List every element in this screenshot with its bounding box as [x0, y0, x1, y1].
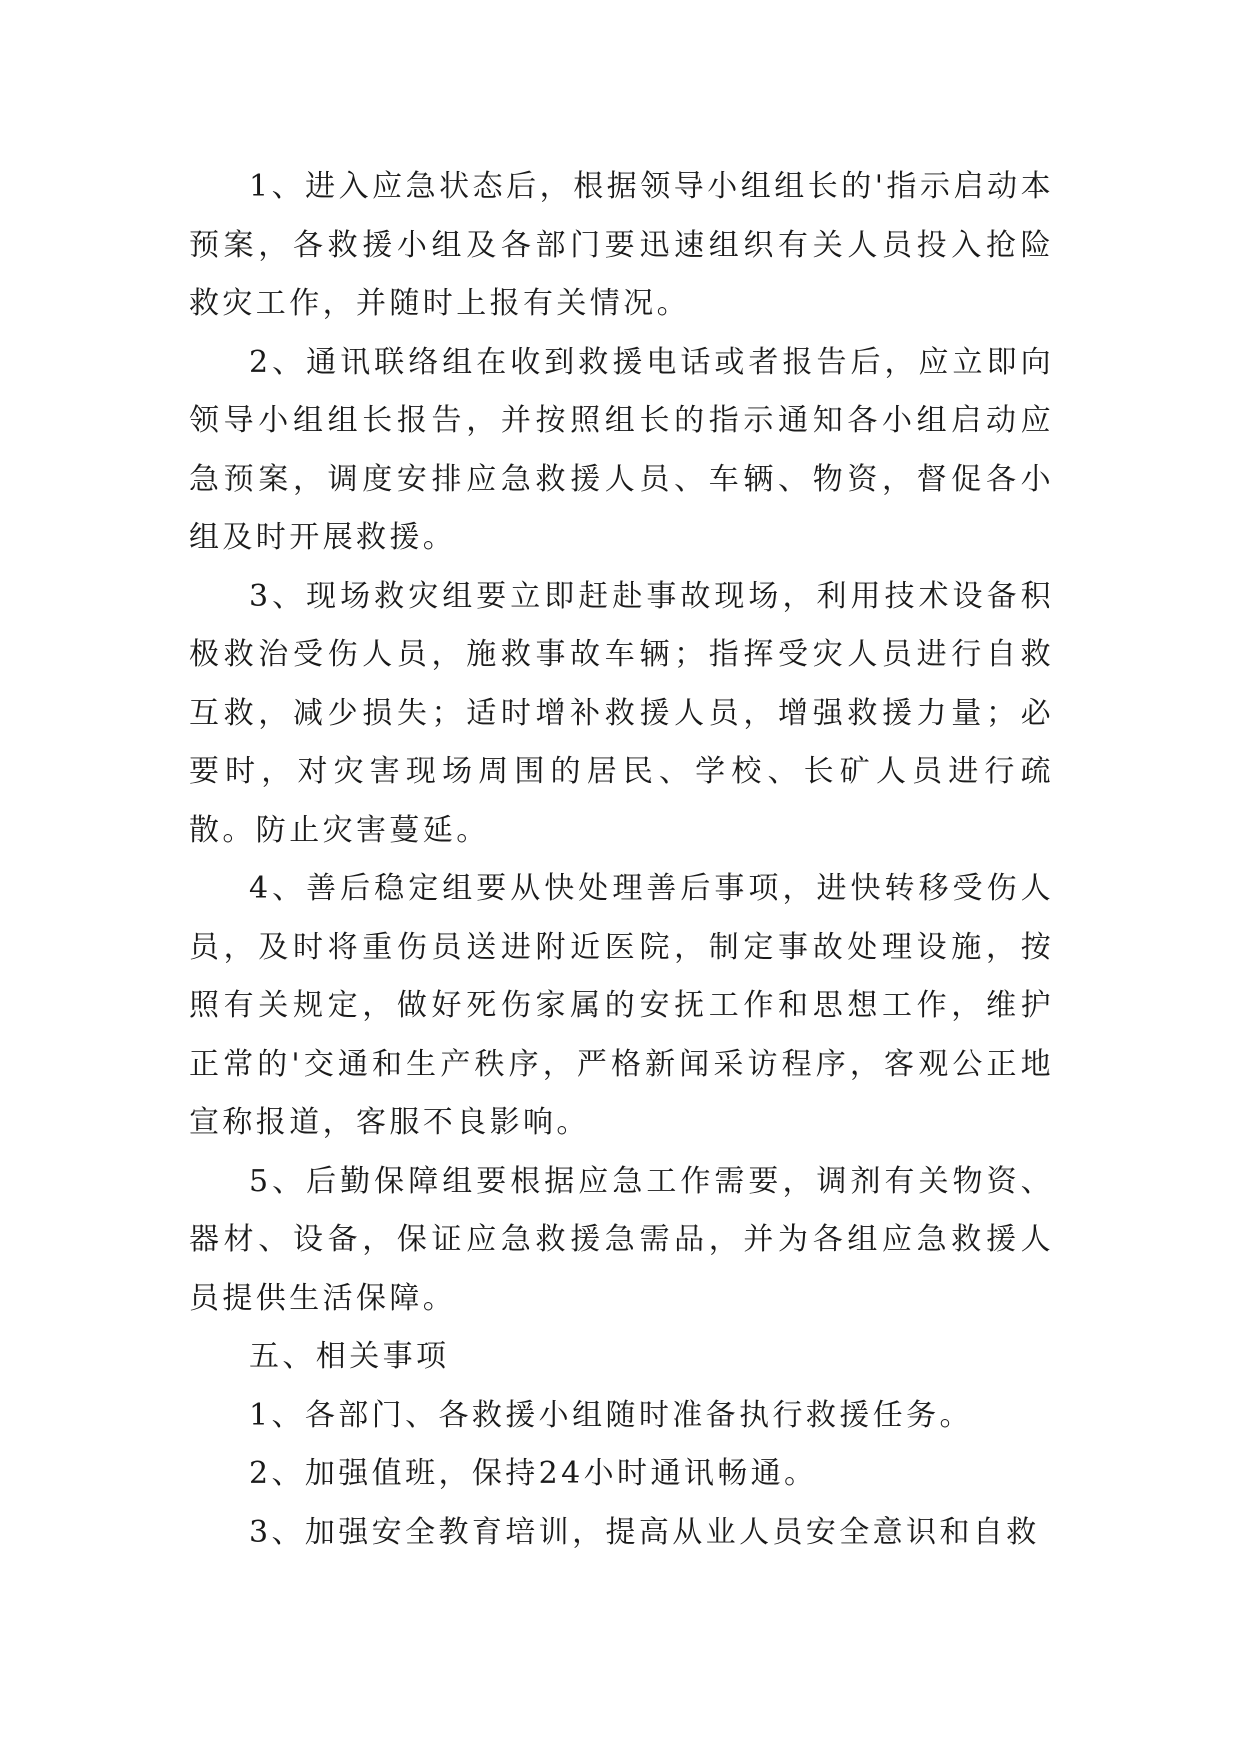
document-body	[189, 158, 1054, 1562]
paragraph-item-2: 2、加强值班，保持24小时通讯畅通。	[249, 1456, 818, 1491]
paragraph-logistics: 5、后勤保障组要根据应急工作需要，调剂有关物资、器材、设备，保证应急救援急需品，并为各组应急救援人员提供生活保障。	[189, 1163, 1054, 1316]
paragraph-rescue: 3、现场救灾组要立即赶赴事故现场，利用技术设备积极救治受伤人员，施救事故车辆；指挥受灾人员进行自救互救，减少损失；适时增补救援人员，增强救援力量；必要时，对灾害现场周围的居民、学校、长矿人员进行疏散。防止灾害蔓延。	[189, 578, 1054, 848]
paragraph-aftermath: 4、善后稳定组要从快处理善后事项，进快转移受伤人员，及时将重伤员送进附近医院，制定事故处理设施，按照有关规定，做好死伤家属的安抚工作和思想工作，维护正常的'交通和生产秩序，严格新闻采访程序，客观公正地宣称报道，客服不良影响。	[189, 871, 1054, 1140]
paragraph-communication: 2、通讯联络组在收到救援电话或者报告后，应立即向领导小组组长报告，并按照组长的指示通知各小组启动应急预案，调度安排应急救援人员、车辆、物资，督促各小组及时开展救援。	[189, 344, 1054, 555]
section-heading: 五、相关事项	[249, 1339, 450, 1374]
paragraph-item-3: 3、加强安全教育培训，提高从业人员安全意识和自救	[249, 1514, 1040, 1550]
paragraph-item-1: 1、各部门、各救援小组随时准备执行救援任务。	[249, 1397, 973, 1433]
paragraph-activation: 1、进入应急状态后，根据领导小组组长的'指示启动本预案，各救援小组及各部门要迅速组织有关人员投入抢险救灾工作，并随时上报有关情况。	[189, 169, 1054, 321]
